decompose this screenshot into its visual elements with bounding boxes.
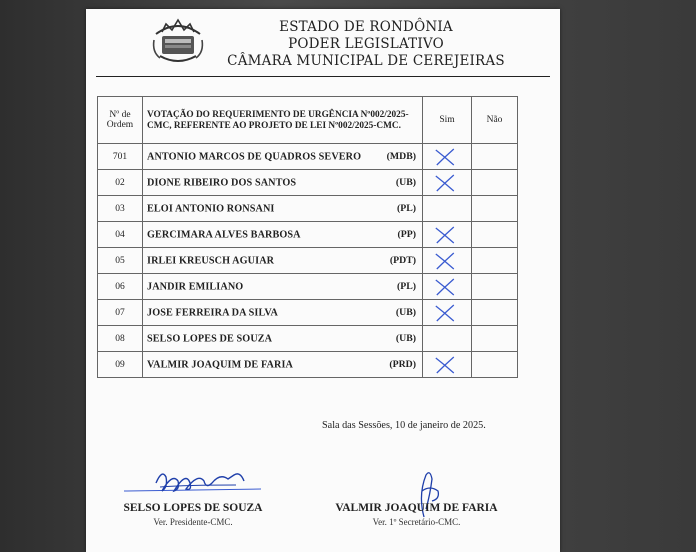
table-row — [98, 170, 518, 196]
president-name: SELSO LOPES DE SOUZA — [123, 502, 263, 514]
order-number: 06 — [98, 274, 143, 300]
councilor-cell — [143, 144, 423, 170]
councilor-cell — [143, 196, 423, 222]
column-header-no: Não — [472, 97, 518, 144]
no-cell — [472, 144, 518, 170]
no-cell — [472, 248, 518, 274]
header-divider — [96, 76, 550, 77]
councilor-cell — [143, 326, 423, 352]
party-label: (UB) — [395, 176, 416, 188]
party-label: (UB) — [395, 332, 416, 344]
councilor-name: ANTONIO MARCOS DE QUADROS SEVERO — [147, 151, 362, 162]
councilor-name: JOSE FERREIRA DA SILVA — [147, 307, 279, 318]
order-number: 04 — [98, 222, 143, 248]
yes-vote-mark — [434, 252, 456, 270]
secretary-signature — [396, 465, 456, 523]
order-number: 08 — [98, 326, 143, 352]
yes-cell — [423, 248, 472, 274]
vote-title: VOTAÇÃO DO REQUERIMENTO DE URGÊNCIA Nº002/2025- CMC, REFERENTE AO PROJETO DE LEI Nº002/2025-CMC. — [143, 97, 423, 144]
councilor-cell — [143, 222, 423, 248]
president-role: Ver. Presidente-CMC. — [153, 517, 233, 527]
no-cell — [472, 274, 518, 300]
yes-cell — [423, 144, 472, 170]
yes-cell — [423, 326, 472, 352]
yes-cell — [423, 196, 472, 222]
party-label: (PP) — [397, 228, 416, 240]
councilor-name: DIONE RIBEIRO DOS SANTOS — [147, 177, 297, 188]
party-label: (MDB) — [386, 150, 416, 162]
state-heading: ESTADO DE RONDÔNIA — [279, 19, 453, 35]
order-number: 07 — [98, 300, 143, 326]
yes-vote-mark — [434, 174, 456, 192]
table-header-row — [98, 97, 518, 144]
president-signature — [116, 461, 266, 501]
councilor-name: SELSO LOPES DE SOUZA — [147, 333, 273, 344]
councilor-cell — [143, 300, 423, 326]
no-cell — [472, 222, 518, 248]
party-label: (UB) — [395, 306, 416, 318]
party-label: (PRD) — [389, 358, 416, 370]
table-row — [98, 144, 518, 170]
party-label: (PDT) — [389, 254, 416, 266]
yes-cell — [423, 352, 472, 378]
yes-cell — [423, 274, 472, 300]
yes-vote-mark — [434, 226, 456, 244]
no-cell — [472, 326, 518, 352]
place-and-date: Sala das Sessões, 10 de janeiro de 2025. — [322, 420, 486, 431]
column-header-order: Nº de Ordem — [98, 97, 143, 144]
councilor-name: GERCIMARA ALVES BARBOSA — [147, 229, 301, 240]
councilor-name: JANDIR EMILIANO — [147, 281, 244, 292]
councilor-name: IRLEI KREUSCH AGUIAR — [147, 255, 275, 266]
table-row — [98, 300, 518, 326]
councilor-name: VALMIR JOAQUIM DE FARIA — [147, 359, 293, 370]
councilor-cell — [143, 274, 423, 300]
yes-vote-mark — [434, 278, 456, 296]
councilor-cell — [143, 248, 423, 274]
secretary-name: VALMIR JOAQUIM DE FARIA — [335, 502, 498, 514]
secretary-role: Ver. 1º Secretário-CMC. — [372, 517, 461, 527]
order-number: 02 — [98, 170, 143, 196]
councilor-cell — [143, 352, 423, 378]
no-cell — [472, 300, 518, 326]
yes-vote-mark — [434, 356, 456, 374]
party-label: (PL) — [396, 202, 416, 214]
voting-table — [97, 96, 518, 378]
yes-cell — [423, 222, 472, 248]
no-cell — [472, 352, 518, 378]
order-number: 701 — [98, 144, 143, 170]
table-row — [98, 274, 518, 300]
no-cell — [472, 196, 518, 222]
table-row — [98, 248, 518, 274]
table-row — [98, 352, 518, 378]
yes-cell — [423, 170, 472, 196]
councilor-name: ELOI ANTONIO RONSANI — [147, 203, 275, 214]
councilor-cell — [143, 170, 423, 196]
table-row — [98, 196, 518, 222]
table-row — [98, 326, 518, 352]
yes-cell — [423, 300, 472, 326]
chamber-heading: CÂMARA MUNICIPAL DE CEREJEIRAS — [227, 53, 505, 69]
table-row — [98, 222, 518, 248]
order-number: 05 — [98, 248, 143, 274]
document-page — [86, 9, 560, 552]
column-header-yes: Sim — [423, 97, 472, 144]
branch-heading: PODER LEGISLATIVO — [288, 36, 444, 52]
no-cell — [472, 170, 518, 196]
order-number: 03 — [98, 196, 143, 222]
yes-vote-mark — [434, 304, 456, 322]
party-label: (PL) — [396, 280, 416, 292]
yes-vote-mark — [434, 148, 456, 166]
order-number: 09 — [98, 352, 143, 378]
